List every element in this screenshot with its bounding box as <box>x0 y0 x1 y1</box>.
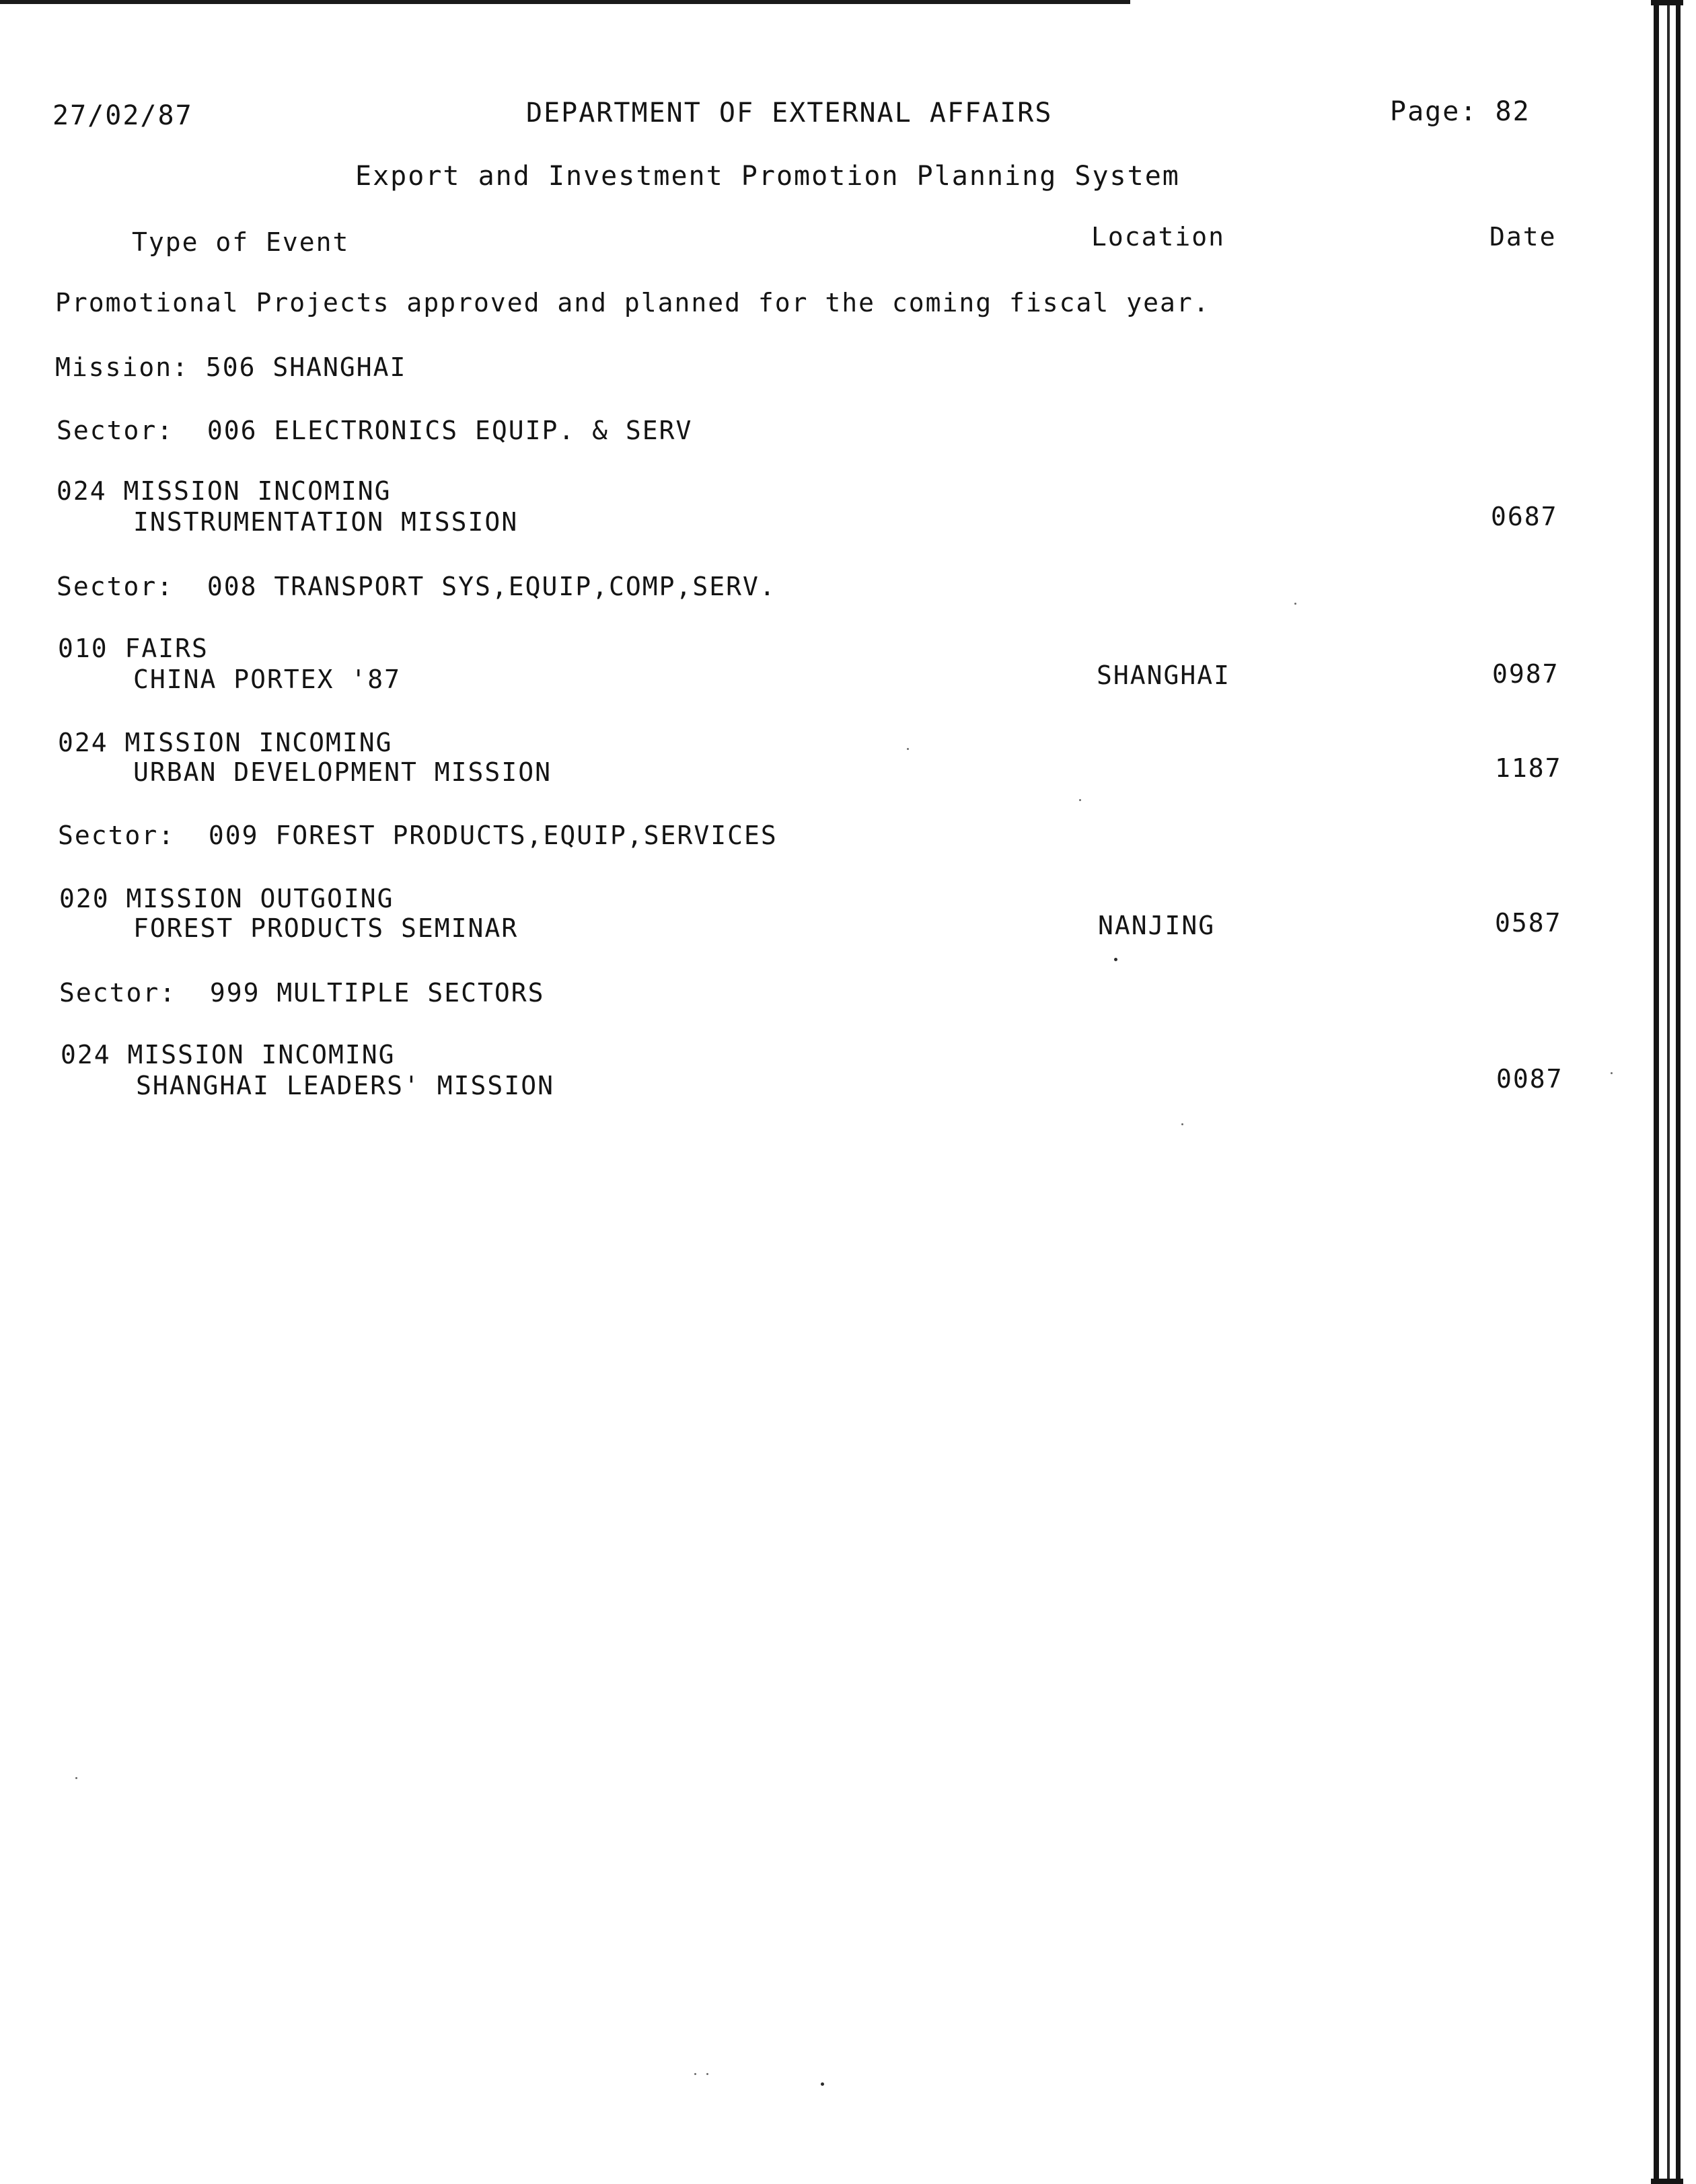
scan-speck <box>1294 603 1296 605</box>
binding-edge <box>1654 0 1681 2184</box>
scan-speck <box>1114 958 1117 961</box>
event-type: 020 MISSION OUTGOING <box>59 884 394 913</box>
event-location: NANJING <box>1098 911 1216 940</box>
sector-label: Sector: 008 TRANSPORT SYS,EQUIP,COMP,SERV. <box>57 572 776 601</box>
scan-speck <box>694 2073 696 2075</box>
scan-speck <box>907 748 909 750</box>
sector-label: Sector: 006 ELECTRONICS EQUIP. & SERV <box>57 416 693 445</box>
event-date: 0987 <box>1492 659 1559 689</box>
scan-speck <box>1079 799 1081 801</box>
sector-label: Sector: 999 MULTIPLE SECTORS <box>59 978 545 1008</box>
column-header-location: Location <box>1091 222 1226 252</box>
event-date: 0687 <box>1491 502 1558 531</box>
event-type: 024 MISSION INCOMING <box>61 1040 396 1069</box>
department-title: DEPARTMENT OF EXTERNAL AFFAIRS <box>526 98 1053 128</box>
event-name: INSTRUMENTATION MISSION <box>133 507 519 537</box>
event-name: CHINA PORTEX '87 <box>133 665 402 694</box>
scan-speck <box>1181 1123 1183 1125</box>
page-number: Page: 82 <box>1390 96 1531 127</box>
event-name: SHANGHAI LEADERS' MISSION <box>136 1071 554 1100</box>
mission-label: Mission: 506 SHANGHAI <box>55 352 407 382</box>
event-type: 024 MISSION INCOMING <box>57 476 392 506</box>
sector-label: Sector: 009 FOREST PRODUCTS,EQUIP,SERVICES <box>58 821 778 850</box>
event-type: 010 FAIRS <box>58 634 209 663</box>
event-date: 0087 <box>1496 1064 1563 1094</box>
event-name: FOREST PRODUCTS SEMINAR <box>133 913 519 943</box>
top-edge-rule <box>0 0 1130 4</box>
binding-bottom-cap <box>1651 2179 1683 2184</box>
scan-speck <box>75 1777 77 1779</box>
scan-speck <box>706 2073 708 2075</box>
binding-top-cap <box>1651 0 1683 5</box>
report-date: 27/02/87 <box>52 100 193 131</box>
event-name: URBAN DEVELOPMENT MISSION <box>133 757 552 787</box>
column-header-type-of-event: Type of Event <box>132 227 350 257</box>
column-header-date: Date <box>1489 222 1557 252</box>
event-type: 024 MISSION INCOMING <box>58 728 393 757</box>
event-date: 0587 <box>1495 908 1562 938</box>
event-location: SHANGHAI <box>1097 661 1231 690</box>
intro-text: Promotional Projects approved and planned for the coming fiscal year. <box>55 288 1210 317</box>
scan-speck <box>821 2082 824 2086</box>
event-date: 1187 <box>1495 753 1562 783</box>
system-title: Export and Investment Promotion Planning System <box>355 161 1180 192</box>
scan-speck <box>1611 1072 1613 1074</box>
